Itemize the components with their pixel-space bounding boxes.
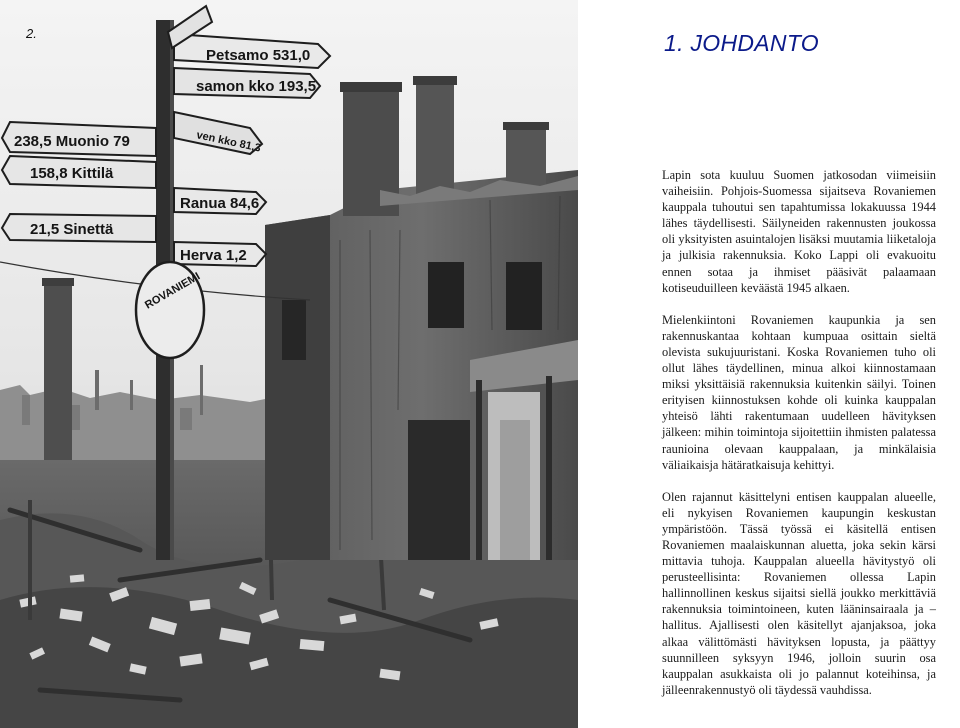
sign-sinetta-label: 21,5 Sinettä (30, 221, 114, 238)
paragraph-1: Lapin sota kuuluu Suomen jatkosodan viimeisiin vaiheisiin. Pohjois-Suomessa sijaitseva Rovaniemen kauppala tuhoutui sen tapahtumissa lokakuussa 1944 lähes täydellisesti. Säilyneiden rakennusten joukossa oli yksityisten asuintalojen lisäksi muutamia liiketaloja ja julkisia rakennuksia. Koko Lappi oli evakuoitu ennen sotaa ja ihmiset pääsivät palaamaan kotiseuduilleen keväästä 1945 alkaen. (662, 168, 936, 295)
paragraph-2: Mielenkiintoni Rovaniemen kaupunkia ja sen rakennuskantaa kohtaan kumpuaa osittain sieltä olevista sukujuuristani. Koska Rovaniemen tuho oli ollut lähes täydellinen, minua alkoi kiinnostamaan miksi yksittäisiä rakennuksia kuitenkin säilyi. Toinen erityisen kiinnostuksen kohde oli kuinka kauppalan yhteisö lähti rakentumaan uudelleen hävityksen jälkeen: mihin toimintoja sijoitettiin ihmisten palatessa raunioina olevaan kauppalaan, ja minkälaisia väliaikaisja hätäratkaisuja kehittyi. (662, 312, 936, 472)
doorway (408, 420, 470, 560)
sign-sinetta (2, 214, 156, 242)
chapter-title: 1. JOHDANTO (664, 30, 819, 56)
window (506, 262, 542, 330)
sign-herva-label: Herva 1,2 (180, 247, 247, 264)
text-page (578, 0, 960, 728)
chimney (416, 80, 454, 200)
sign-muonio-label: 238,5 Muonio 79 (14, 133, 130, 150)
page-number: 2. (26, 26, 37, 41)
sign-kittila-label: 158,8 Kittilä (30, 165, 114, 182)
sign-ranua (174, 188, 266, 214)
sign-samon (174, 68, 320, 98)
sign-rovaniemi-round (136, 262, 204, 358)
sign-samon-label: samon kko 193,5 (196, 78, 317, 95)
sign-sodankyla-label: ven kko 81,3 (195, 129, 262, 155)
body-text (662, 167, 936, 714)
sign-kittila (2, 156, 156, 188)
sign-herva (174, 242, 266, 266)
sign-muonio (2, 122, 156, 156)
chimney (506, 126, 546, 186)
sign-ranua-label: Ranua 84,6 (180, 195, 260, 212)
sign-rovaniemi-label: ROVANIEMI (142, 270, 203, 312)
window (428, 262, 464, 328)
sign-petsamo-label: Petsamo 531,0 (206, 47, 311, 64)
chimney-left (44, 282, 72, 482)
paragraph-3: Olen rajannut käsittelyni entisen kauppalan alueelle, eli nykyisen Rovaniemen kaupungin keskustan ympäristöön. Tässä työssä ei käsitellä entisen Rovaniemen maalaiskunnan aluetta, joka sekin kärsi mittavia tuhoja. Kauppalan alueella hävitystyö oli perusteellisinta: Rovaniemen ollessa Lapin hallinnollinen keskus sijaitsi siellä joukko merkittäviä rakennuksia toimintoineen, kuten lääninsairaala ja –hallitus. Ajallisesti olen käsitellyt ajanjaksoa, joka alkaa välittömästi hävityksen lopusta, ja päättyy suunnilleen syksyyn 1946, jolloin suurin osa kauppalan asukkaista oli jo palannut koteihinsa, ja jälleenrakennustyö oli täydessä vauhdissa. (662, 489, 936, 697)
window (282, 300, 306, 360)
